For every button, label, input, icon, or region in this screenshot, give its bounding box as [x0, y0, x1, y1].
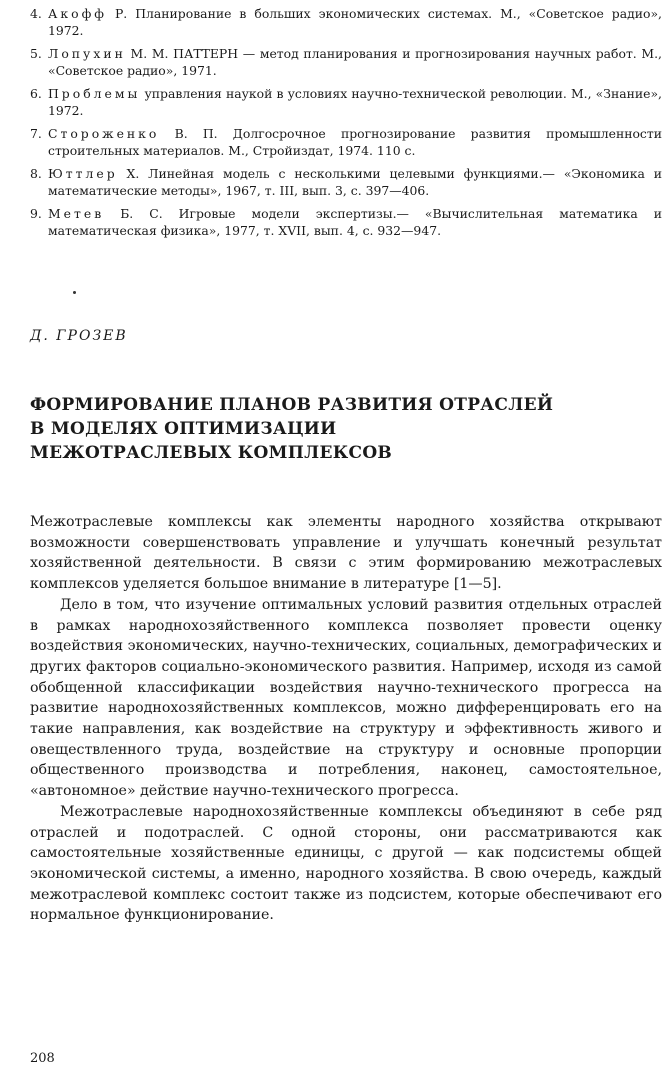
reference-text	[48, 166, 662, 199]
title-line: В МОДЕЛЯХ ОПТИМИЗАЦИИ	[30, 419, 337, 439]
body-paragraph: Дело в том, что изучение оптимальных условий развития отдельных отраслей в рамках народнохозяйственного комплекса позволяет провести оценку воздействия экономических, научно-технических, социальных, демографических и других факторов социально-экономического развития. Например, исходя из самой обобщенной классификации воздействия научно-технического прогресса на развитие народнохозяйственных комплексов, можно дифференцировать его на такие направления, как воздействие на структуру и эффективность живого и овеществленного труда, воздействие на структуру и основные пропорции общественного производства и потребления, наконец, самостоятельное, «автономное» действие научно-технического прогресса.	[30, 596, 662, 800]
reference-author: Метев	[48, 206, 105, 221]
reference-number: 4.	[30, 6, 42, 21]
body-paragraph: Межотраслевые комплексы как элементы народного хозяйства открывают возможности совершенствовать управление и улучшать конечный результат хозяйственной деятельности. В связи с этим формированию межотраслевых комплексов уделяется большое внимание в литературе [1—5].	[30, 514, 662, 593]
reference-body: Р. Планирование в больших экономических системах. М., «Советское радио», 1972.	[48, 6, 662, 38]
page-number: 208	[30, 1051, 55, 1066]
reference-item	[30, 206, 662, 239]
reference-body: Б. С. Игровые модели экспертизы.— «Вычислительная математика и математическая физика», 1977, т. XVII, вып. 4, с. 932—947.	[48, 206, 662, 238]
article-body	[30, 512, 662, 926]
reference-author: Юттлер	[48, 166, 118, 181]
article-author: Д. ГРОЗЕВ	[30, 328, 128, 344]
body-paragraph: Межотраслевые народнохозяйственные комплексы объединяют в себе ряд отраслей и подотраслей. С одной стороны, они рассматриваются как самостоятельные хозяйственные единицы, с другой — как подсистемы общей экономической системы, а именно, народного хозяйства. В свою очередь, каждый межотраслевой комплекс состоит также из подсистем, которые обеспечивают его нормальное функционирование.	[30, 803, 662, 924]
reference-list	[30, 6, 662, 246]
reference-text	[48, 126, 662, 159]
reference-body: М. М. ПАТТЕРН — метод планирования и прогнозирования научных работ. М., «Советское радио», 1971.	[48, 46, 662, 78]
reference-number: 6.	[30, 86, 42, 101]
reference-text	[48, 46, 662, 79]
reference-body: В. П. Долгосрочное прогнозирование развития промышленности строительных материалов. М., Стройиздат, 1974. 110 с.	[48, 126, 662, 158]
title-line: ФОРМИРОВАНИЕ ПЛАНОВ РАЗВИТИЯ ОТРАСЛЕЙ	[30, 395, 554, 415]
reference-author: Стороженко	[48, 126, 160, 141]
reference-item	[30, 46, 662, 79]
reference-text	[48, 86, 662, 119]
article-title	[30, 393, 553, 465]
reference-author: Акофф	[48, 6, 107, 21]
decorative-dot	[73, 291, 76, 294]
reference-number: 5.	[30, 46, 42, 61]
reference-author: Лопухин	[48, 46, 126, 61]
reference-item	[30, 6, 662, 39]
reference-item	[30, 86, 662, 119]
title-line: МЕЖОТРАСЛЕВЫХ КОМПЛЕКСОВ	[30, 443, 393, 463]
reference-body: управления наукой в условиях научно-технической революции. М., «Знание», 1972.	[48, 86, 662, 118]
reference-number: 9.	[30, 206, 42, 221]
reference-author: Проблемы	[48, 86, 141, 101]
reference-number: 7.	[30, 126, 42, 141]
reference-item	[30, 126, 662, 159]
reference-number: 8.	[30, 166, 42, 181]
reference-text	[48, 6, 662, 39]
reference-text	[48, 206, 662, 239]
reference-item	[30, 166, 662, 199]
reference-body: Х. Линейная модель с несколькими целевыми функциями.— «Экономика и математические методы», 1967, т. III, вып. 3, с. 397—406.	[48, 166, 662, 198]
